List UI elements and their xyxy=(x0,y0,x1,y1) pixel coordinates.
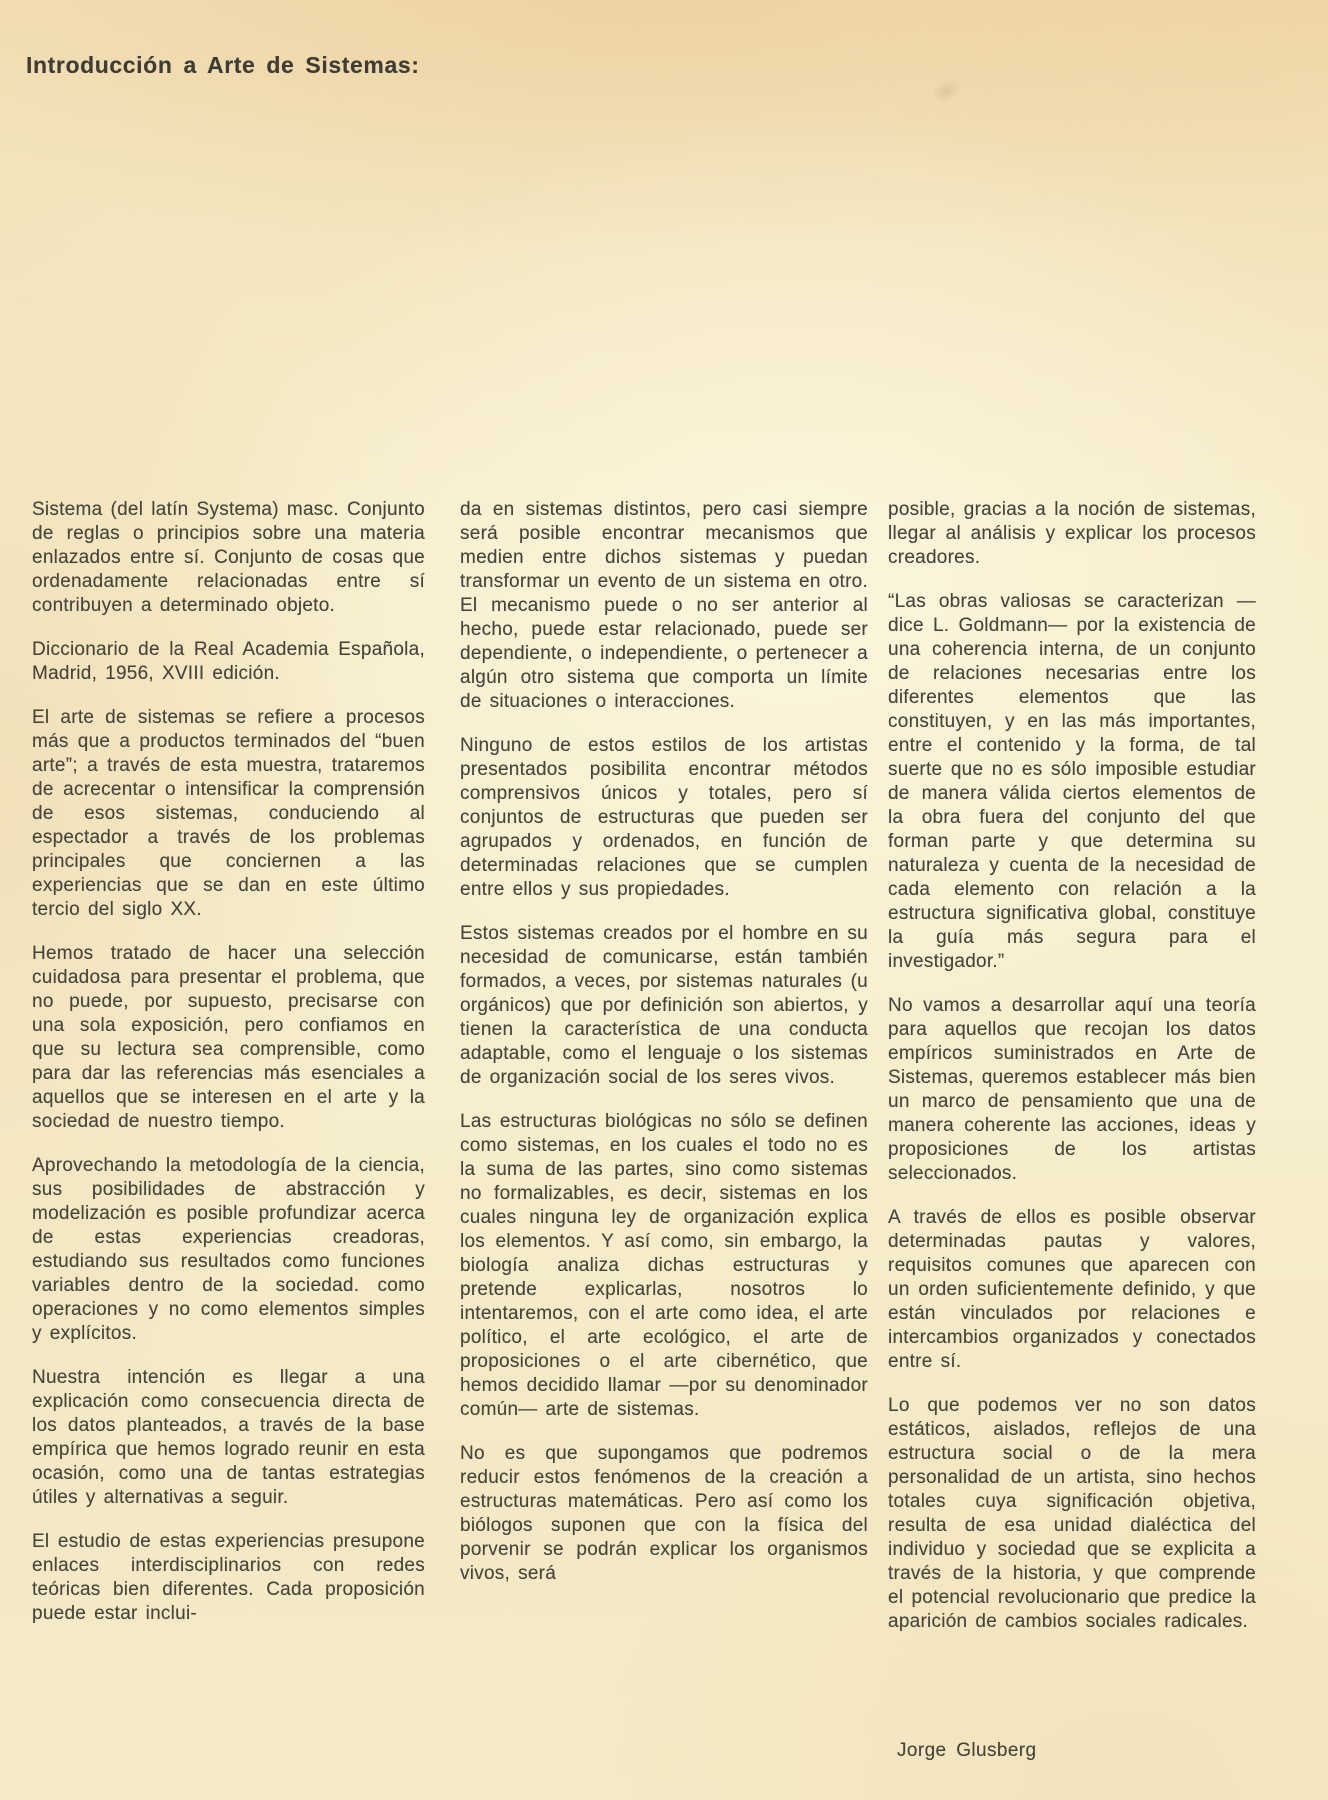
page-title: Introducción a Arte de Sistemas: xyxy=(26,52,420,78)
paragraph: Aprovechando la metodología de la ciencia, sus posibilidades de abstracción y modelización es posible profundizar acerca de estas experiencias creadoras, estudiando sus resultados como funciones variables dentro de la sociedad. como operaciones y no como elementos simples y explícitos. xyxy=(32,1155,425,1344)
paragraph: Sistema (del latín Systema) masc. Conjunto de reglas o principios sobre una materia enlazados entre sí. Conjunto de cosas que ordenadamente relacionadas entre sí contribuyen a determinado objeto. xyxy=(32,499,425,616)
paragraph: Ninguno de estos estilos de los artistas presentados posibilita encontrar métodos comprensivos únicos y totales, pero sí conjuntos de estructuras que pueden ser agrupados y ordenados, en función de determinadas relaciones que se cumplen entre ellos y sus propiedades. xyxy=(460,735,868,900)
paper-stain xyxy=(927,72,967,110)
author-signature: Jorge Glusberg xyxy=(897,1740,1037,1761)
paragraph: Diccionario de la Real Academia Española, Madrid, 1956, XVIII edición. xyxy=(32,639,425,684)
text-column-3 xyxy=(888,498,1256,1634)
paragraph: “Las obras valiosas se caracterizan —dice L. Goldmann— por la existencia de una coherencia interna, de un conjunto de relaciones necesarias entre los diferentes elementos que las constituyen, y en las más importantes, entre el contenido y la forma, de tal suerte que no es sólo imposible estudiar de manera válida ciertos elementos de la obra fuera del conjunto del que forman parte y que determina su naturaleza y cuenta de la necesidad de cada elemento con relación a la estructura significativa global, constituye la guía más segura para el investigador.” xyxy=(888,591,1256,972)
text-columns xyxy=(32,498,1258,1634)
paragraph: A través de ellos es posible observar determinadas pautas y valores, requisitos comunes que aparecen con un orden suficientemente definido, y que están vinculados por relaciones e intercambios organizados y conectados entre sí. xyxy=(888,1207,1256,1372)
paragraph: posible, gracias a la noción de sistemas, llegar al análisis y explicar los procesos creadores. xyxy=(888,499,1256,568)
paragraph: Lo que podemos ver no son datos estáticos, aislados, reflejos de una estructura social o de la mera personalidad de un artista, sino hechos totales cuya significación objetiva, resulta de esa unidad dialéctica del individuo y sociedad que se explicita a través de la historia, y que comprende el potencial revolucionario que predice la aparición de cambios sociales radicales. xyxy=(888,1395,1256,1632)
text-column-2 xyxy=(460,498,868,1586)
text-column-1 xyxy=(32,498,425,1626)
paragraph: Hemos tratado de hacer una selección cuidadosa para presentar el problema, que no puede, por supuesto, precisarse con una sola exposición, pero confiamos en que su lectura sea comprensible, como para dar las referencias más esenciales a aquellos que se interesen en el arte y la sociedad de nuestro tiempo. xyxy=(32,943,425,1132)
paragraph: Nuestra intención es llegar a una explicación como consecuencia directa de los datos planteados, a través de la base empírica que hemos logrado reunir en esta ocasión, como una de tantas estrategias útiles y alternativas a seguir. xyxy=(32,1367,425,1508)
paragraph: No es que supongamos que podremos reducir estos fenómenos de la creación a estructuras matemáticas. Pero así como los biólogos suponen que con la física del porvenir se podrán explicar los organismos vivos, será xyxy=(460,1443,868,1584)
paragraph: No vamos a desarrollar aquí una teoría para aquellos que recojan los datos empíricos suministrados en Arte de Sistemas, queremos establecer más bien un marco de pensamiento que una de manera coherente las acciones, ideas y proposiciones de los artistas seleccionados. xyxy=(888,995,1256,1184)
paragraph: da en sistemas distintos, pero casi siempre será posible encontrar mecanismos que medien entre dichos sistemas y puedan transformar un evento de un sistema en otro. El mecanismo puede o no ser anterior al hecho, puede estar relacionado, puede ser dependiente, o independiente, o pertenecer a algún otro sistema que comporta un límite de situaciones o interacciones. xyxy=(460,499,868,712)
paragraph: El estudio de estas experiencias presupone enlaces interdisciplinarios con redes teóricas bien diferentes. Cada proposición puede estar inclui- xyxy=(32,1531,425,1624)
paragraph: El arte de sistemas se refiere a procesos más que a productos terminados del “buen arte”; a través de esta muestra, trataremos de acrecentar o intensificar la comprensión de esos sistemas, conduciendo al espectador a través de los problemas principales que conciernen a las experiencias que se dan en este último tercio del siglo XX. xyxy=(32,707,425,920)
paragraph: Las estructuras biológicas no sólo se definen como sistemas, en los cuales el todo no es la suma de las partes, sino como sistemas no formalizables, es decir, sistemas en los cuales ninguna ley de organización explica los elementos. Y así como, sin embargo, la biología analiza dichas estructuras y pretende explicarlas, nosotros lo intentaremos, con el arte como idea, el arte político, el arte ecológico, el arte de proposiciones o el arte cibernético, que hemos decidido llamar —por su denominador común— arte de sistemas. xyxy=(460,1111,868,1420)
paragraph: Estos sistemas creados por el hombre en su necesidad de comunicarse, están también formados, a veces, por sistemas naturales (u orgánicos) que por definición son abiertos, y tienen la característica de una conducta adaptable, como el lenguaje o los sistemas de organización social de los seres vivos. xyxy=(460,923,868,1088)
